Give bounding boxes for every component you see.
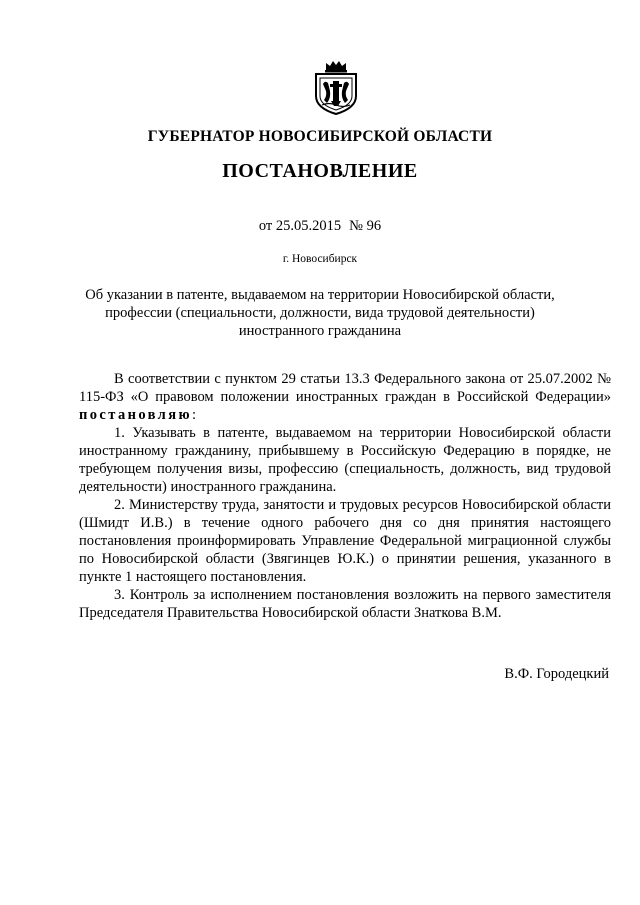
item-paragraph-3: 3. Контроль за исполнением постановления возложить на первого заместителя Председателя Правительства Новосибирской области Знаткова В.М. xyxy=(79,587,611,621)
document-body xyxy=(79,370,611,622)
coat-of-arms-icon xyxy=(312,60,360,116)
organization-title: ГУБЕРНАТОР НОВОСИБИРСКОЙ ОБЛАСТИ xyxy=(147,128,493,145)
preamble-text: В соответствии с пунктом 29 статьи 13.3 Федерального закона от 25.07.2002 № 115-ФЗ «О правовом положении иностранных граждан в Российской Федерации» xyxy=(79,371,611,405)
subject-line: иностранного гражданина xyxy=(238,323,402,339)
document-date: от 25.05.2015 xyxy=(258,218,342,234)
preamble-paragraph xyxy=(79,370,611,424)
document-date-line xyxy=(0,218,640,235)
subject-line: Об указании в патенте, выдаваемом на территории Новосибирской области, xyxy=(85,287,555,303)
item-paragraph-1: 1. Указывать в патенте, выдаваемом на территории Новосибирской области иностранному гражданину, прибывшему в Российскую Федерацию в порядке, не требующем получения визы, профессию (специальность, должность, вид трудовой деятельности) иностранного гражданина. xyxy=(79,425,611,495)
item-paragraph-2: 2. Министерству труда, занятости и трудовых ресурсов Новосибирской области (Шмидт И.В.) в течение одного рабочего дня со дня принятия настоящего постановления проинформировать Управление Федеральной миграционной службы по Новосибирской области (Звягинцев Ю.К.) о принятии решения, указанного в пункте 1 настоящего постановления. xyxy=(79,497,611,585)
document-subject xyxy=(0,286,640,340)
document-type-title: ПОСТАНОВЛЕНИЕ xyxy=(222,160,418,182)
document-number: № 96 xyxy=(349,218,382,234)
signature-name: В.Ф. Городецкий xyxy=(504,666,609,682)
decree-colon: : xyxy=(191,407,196,423)
subject-line: профессии (специальности, должности, вида трудовой деятельности) xyxy=(105,305,535,321)
document-city: г. Новосибирск xyxy=(282,253,358,265)
decree-word: постановляю xyxy=(79,407,192,423)
